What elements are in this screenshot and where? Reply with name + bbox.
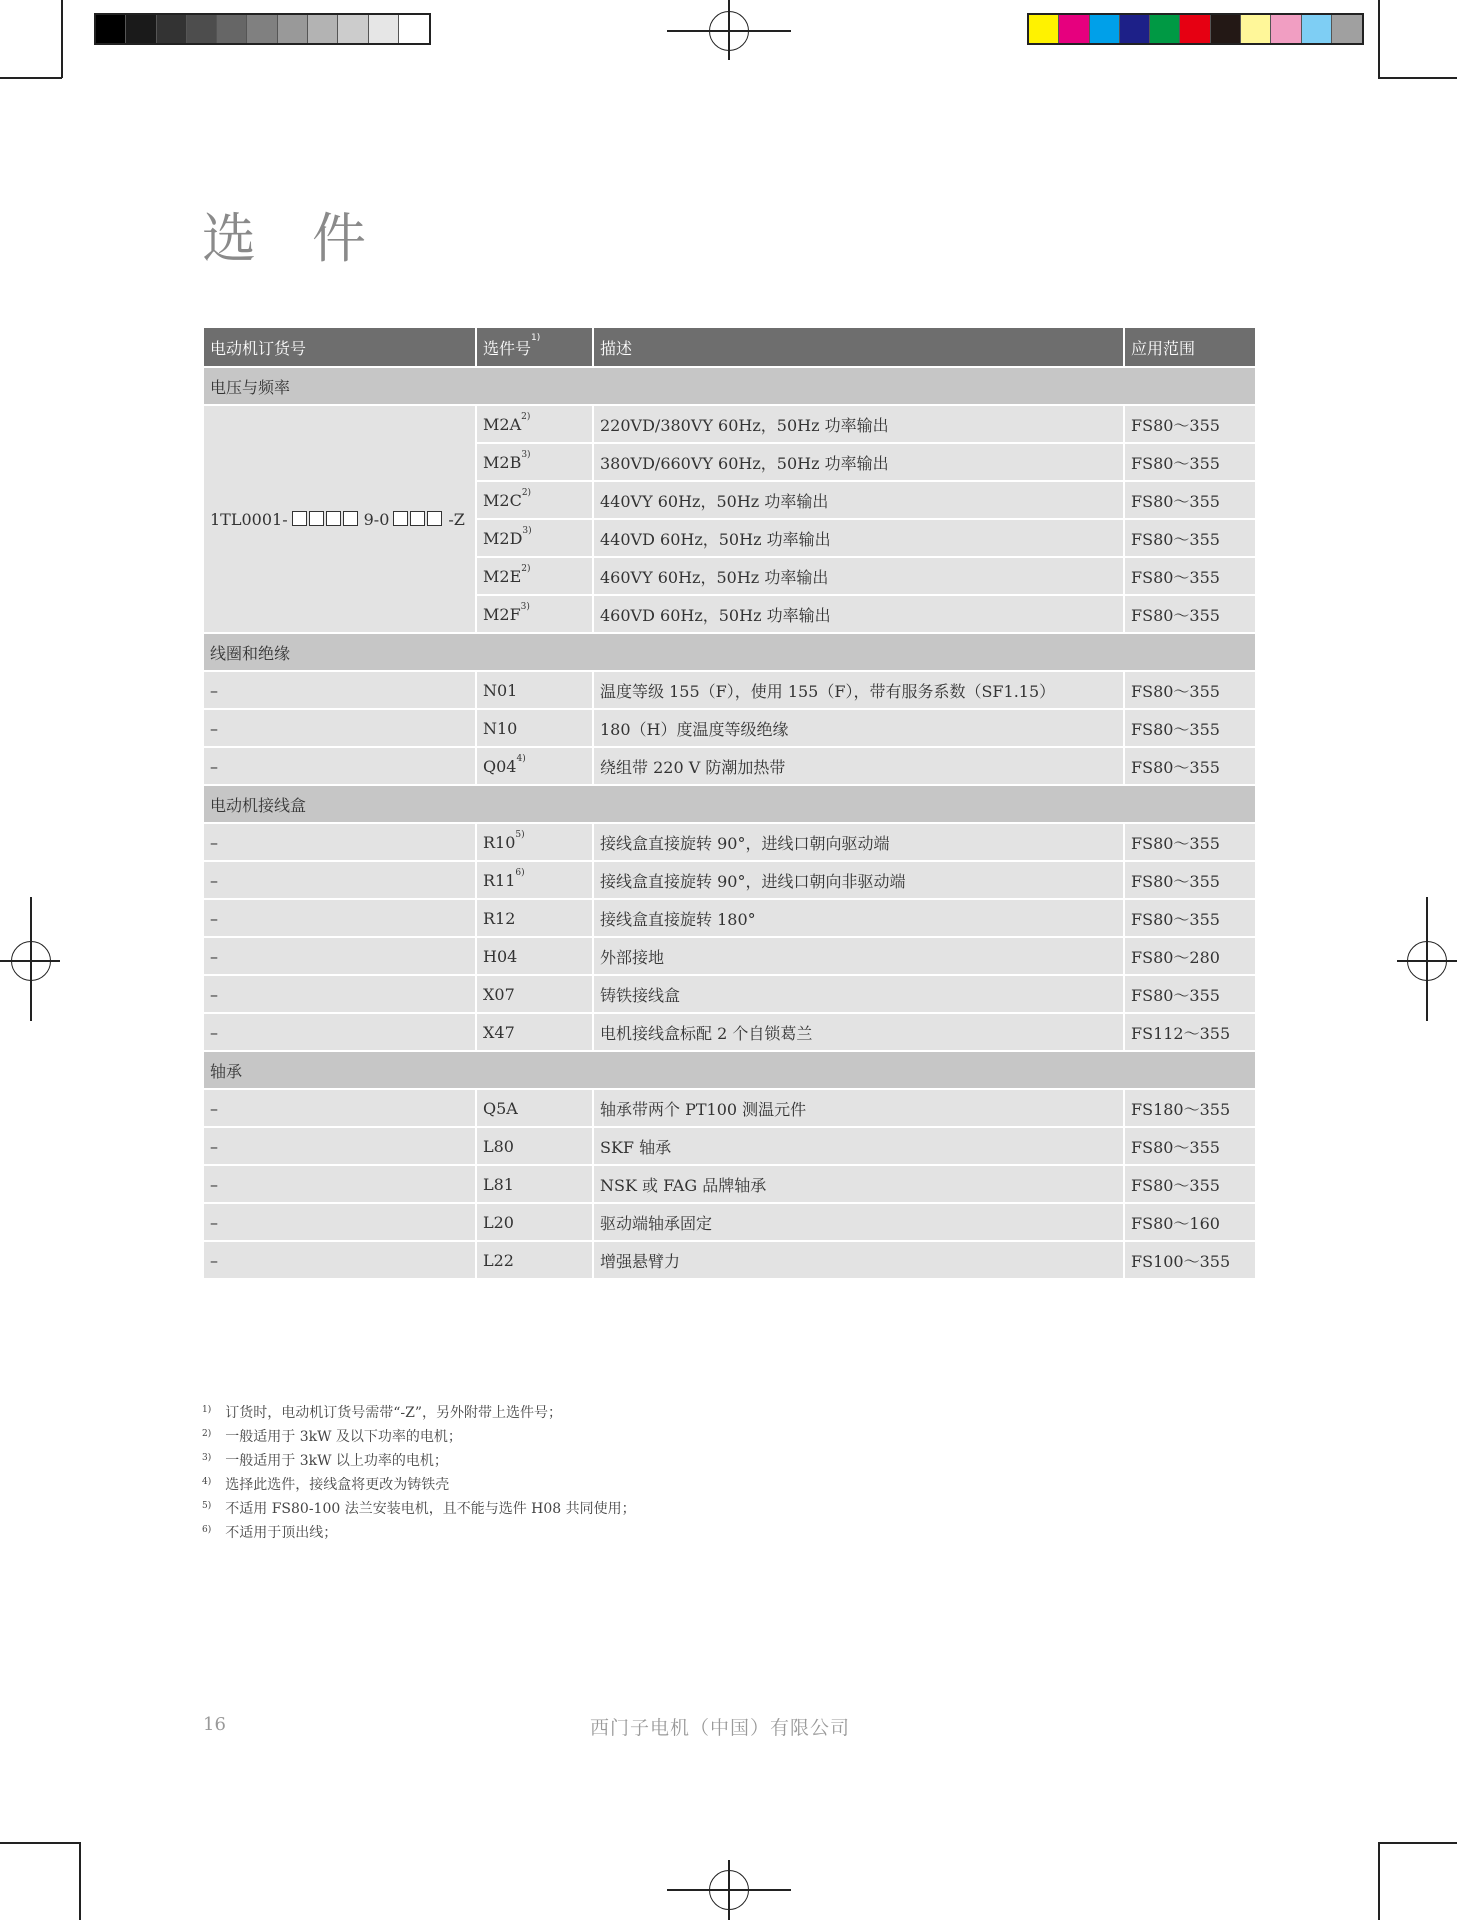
order-number-cell: – [203,1089,476,1127]
description-cell: 温度等级 155（F），使用 155（F），带有服务系数（SF1.15） [593,671,1124,709]
color-calibration-bar [1027,13,1364,45]
calibration-swatch [338,15,368,43]
option-code-cell [476,861,593,899]
section-row [203,633,1256,671]
option-code: R12 [483,908,516,928]
range-cell: FS80～355 [1124,747,1256,785]
calibration-swatch [369,15,399,43]
footnote [202,1401,636,1425]
order-number-cell: – [203,1203,476,1241]
description-cell: 绕组带 220 V 防潮加热带 [593,747,1124,785]
range-cell: FS80～355 [1124,595,1256,633]
order-number-cell: – [203,937,476,975]
footnote [202,1473,636,1497]
option-code-cell [476,1089,593,1127]
option-code-cell [476,1127,593,1165]
range-cell: FS80～355 [1124,519,1256,557]
table-row [203,1013,1256,1051]
description-cell: 外部接地 [593,937,1124,975]
grayscale-calibration-bar [94,13,431,45]
order-code-boxes [292,510,360,529]
calibration-swatch [217,15,247,43]
range-cell: FS80～355 [1124,671,1256,709]
description-cell: NSK 或 FAG 品牌轴承 [593,1165,1124,1203]
section-title: 轴承 [203,1051,1256,1089]
calibration-swatch [1180,15,1210,43]
range-cell: FS80～355 [1124,1165,1256,1203]
option-code: M2B [483,452,522,472]
option-code: L20 [483,1212,514,1232]
option-code-footnote: 3) [522,525,532,536]
range-cell: FS80～280 [1124,937,1256,975]
header-option-number-footnote: 1) [531,332,541,343]
order-number-cell: – [203,1013,476,1051]
range-cell: FS80～355 [1124,557,1256,595]
option-code-footnote: 2) [521,487,532,498]
table-header-row [203,327,1256,367]
option-code-cell [476,1241,593,1279]
order-code-box [410,511,425,526]
description-cell: 440VY 60Hz，50Hz 功率输出 [593,481,1124,519]
order-code-suffix: -Z [448,509,465,529]
option-code: Q04 [483,756,517,776]
option-code-cell [476,937,593,975]
table-row [203,405,1256,443]
option-code-cell [476,975,593,1013]
option-code: L22 [483,1250,514,1270]
section-title: 线圈和绝缘 [203,633,1256,671]
option-code-cell [476,671,593,709]
order-number-cell: – [203,1127,476,1165]
footnote [202,1521,636,1545]
footnote-text: 一般适用于 3kW 及以下功率的电机； [225,1429,462,1445]
range-cell: FS80～355 [1124,823,1256,861]
option-code: R11 [483,870,516,890]
calibration-swatch [126,15,156,43]
calibration-swatch [187,15,217,43]
option-code-cell [476,1203,593,1241]
page-number: 16 [203,1714,226,1735]
option-code: X07 [483,984,515,1004]
calibration-swatch [1332,15,1362,43]
range-cell: FS80～355 [1124,975,1256,1013]
option-code-footnote: 5) [515,829,525,840]
order-code-box [343,511,358,526]
range-cell: FS80～355 [1124,861,1256,899]
calibration-swatch [1029,15,1059,43]
option-code-cell [476,1165,593,1203]
option-code-cell [476,1013,593,1051]
calibration-swatch [1059,15,1089,43]
footnote [202,1425,636,1449]
table-row [203,861,1256,899]
range-cell: FS80～355 [1124,899,1256,937]
option-code-cell [476,519,593,557]
table-row [203,1241,1256,1279]
table-row [203,671,1256,709]
order-code-prefix: 1TL0001- [210,509,288,529]
section-title: 电动机接线盒 [203,785,1256,823]
description-cell: 220VD/380VY 60Hz，50Hz 功率输出 [593,405,1124,443]
description-cell: 增强悬臂力 [593,1241,1124,1279]
footnote-mark: 4) [202,1477,212,1487]
order-number-cell: – [203,1241,476,1279]
option-code-footnote: 2) [521,411,531,422]
section-row [203,1051,1256,1089]
option-code: H04 [483,946,518,966]
option-code: M2C [483,490,522,510]
company-name: 西门子电机（中国）有限公司 [590,1717,851,1739]
calibration-swatch [247,15,277,43]
description-cell: 380VD/660VY 60Hz，50Hz 功率输出 [593,443,1124,481]
calibration-swatch [1150,15,1180,43]
option-code: N01 [483,680,518,700]
footnote-mark: 2) [202,1429,212,1439]
footnote-text: 订货时，电动机订货号需带“-Z”，另外附带上选件号； [225,1405,563,1421]
order-number-cell: – [203,823,476,861]
calibration-swatch [1211,15,1241,43]
range-cell: FS180～355 [1124,1089,1256,1127]
order-code-box [393,511,408,526]
calibration-swatch [278,15,308,43]
option-code-cell [476,405,593,443]
calibration-swatch [308,15,338,43]
table-row [203,709,1256,747]
description-cell: 铸铁接线盒 [593,975,1124,1013]
table-row [203,747,1256,785]
description-cell: 180（H）度温度等级绝缘 [593,709,1124,747]
option-code: L80 [483,1136,514,1156]
calibration-swatch [96,15,126,43]
options-table [202,326,1257,1280]
option-code-footnote: 6) [515,867,525,878]
option-code: M2F [483,604,521,624]
order-number-cell: – [203,671,476,709]
order-code-box [326,511,341,526]
footnote-mark: 5) [202,1501,212,1511]
footnote-text: 不适用 FS80-100 法兰安装电机，且不能与选件 H08 共同使用； [225,1501,636,1517]
footnote-mark: 3) [202,1453,212,1463]
range-cell: FS80～355 [1124,709,1256,747]
option-code: Q5A [483,1098,518,1118]
range-cell: FS80～160 [1124,1203,1256,1241]
description-cell: 接线盒直接旋转 90°，进线口朝向非驱动端 [593,861,1124,899]
option-code-cell [476,709,593,747]
calibration-swatch [1090,15,1120,43]
option-code: X47 [483,1022,515,1042]
range-cell: FS112～355 [1124,1013,1256,1051]
range-cell: FS80～355 [1124,405,1256,443]
description-cell: 接线盒直接旋转 90°，进线口朝向驱动端 [593,823,1124,861]
description-cell: 驱动端轴承固定 [593,1203,1124,1241]
option-code: M2E [483,566,522,586]
order-number-cell: – [203,975,476,1013]
order-number-cell: – [203,861,476,899]
description-cell: 440VD 60Hz，50Hz 功率输出 [593,519,1124,557]
description-cell: 轴承带两个 PT100 测温元件 [593,1089,1124,1127]
footnote [202,1497,636,1521]
order-code-box [309,511,324,526]
option-code: M2D [483,528,523,548]
footnote-mark: 6) [202,1525,212,1535]
option-code-cell [476,747,593,785]
section-row [203,367,1256,405]
footnote-text: 不适用于顶出线； [225,1525,338,1541]
option-code-footnote: 3) [520,601,530,612]
order-number-cell: – [203,709,476,747]
option-code-footnote: 2) [521,563,531,574]
table-row [203,1203,1256,1241]
option-code-cell [476,557,593,595]
order-code-box [427,511,442,526]
header-option-number [476,327,593,367]
calibration-swatch [399,15,429,43]
description-cell: 接线盒直接旋转 180° [593,899,1124,937]
footnote [202,1449,636,1473]
option-code: R10 [483,832,516,852]
description-cell: 电机接线盒标配 2 个自锁葛兰 [593,1013,1124,1051]
table-row [203,937,1256,975]
range-cell: FS80～355 [1124,1127,1256,1165]
option-code-footnote: 4) [516,753,526,764]
description-cell: 460VY 60Hz，50Hz 功率输出 [593,557,1124,595]
calibration-swatch [157,15,187,43]
table-row [203,1127,1256,1165]
option-code-cell [476,823,593,861]
footnote-text: 选择此选件，接线盒将更改为铸铁壳 [225,1477,450,1493]
table-row [203,975,1256,1013]
table-row [203,1089,1256,1127]
order-number-cell: – [203,1165,476,1203]
option-code-cell [476,899,593,937]
header-order-number: 电动机订货号 [203,327,476,367]
range-cell: FS80～355 [1124,443,1256,481]
order-number-cell: – [203,899,476,937]
footnote-mark: 1) [202,1405,212,1415]
section-row [203,785,1256,823]
order-code-box [292,511,307,526]
table-row [203,823,1256,861]
calibration-swatch [1302,15,1332,43]
page-title: 选件 [202,207,422,270]
calibration-swatch [1241,15,1271,43]
footnotes [202,1401,636,1545]
option-code-footnote: 3) [521,449,531,460]
option-code: M2A [483,414,522,434]
option-code: N10 [483,718,518,738]
description-cell: SKF 轴承 [593,1127,1124,1165]
calibration-swatch [1120,15,1150,43]
header-range: 应用范围 [1124,327,1256,367]
order-code-cell [203,405,476,633]
header-description: 描述 [593,327,1124,367]
description-cell: 460VD 60Hz，50Hz 功率输出 [593,595,1124,633]
option-code-cell [476,595,593,633]
header-option-number-label: 选件号 [483,338,532,358]
option-code-cell [476,481,593,519]
option-code-cell [476,443,593,481]
range-cell: FS100～355 [1124,1241,1256,1279]
order-code-boxes [393,510,444,529]
section-title: 电压与频率 [203,367,1256,405]
order-number-cell: – [203,747,476,785]
calibration-swatch [1271,15,1301,43]
table-row [203,1165,1256,1203]
range-cell: FS80～355 [1124,481,1256,519]
footnote-text: 一般适用于 3kW 以上功率的电机； [225,1453,448,1469]
option-code: L81 [483,1174,514,1194]
table-row [203,899,1256,937]
order-code-middle: 9-0 [363,509,390,529]
